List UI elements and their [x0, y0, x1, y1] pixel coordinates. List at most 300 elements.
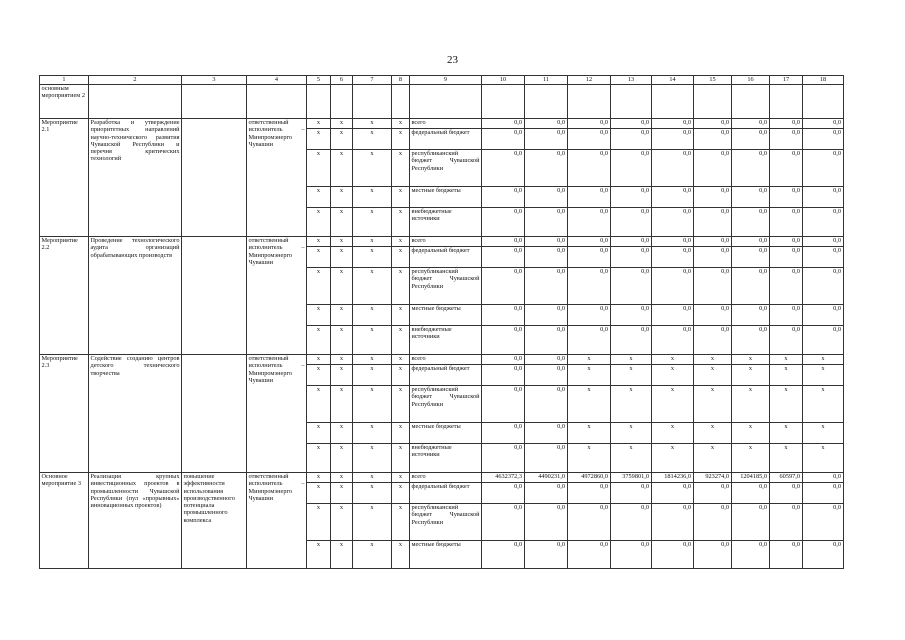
amount-cell: 0,0 [482, 150, 525, 187]
amount-cell: x [732, 423, 770, 444]
empty-cell [652, 85, 694, 119]
amount-cell: 0,0 [525, 187, 568, 208]
amount-cell: 0,0 [652, 483, 694, 504]
amount-cell: 4490231,0 [525, 473, 568, 483]
amount-cell: 0,0 [732, 129, 770, 150]
amount-cell: 0,0 [525, 268, 568, 305]
amount-cell: 0,0 [611, 483, 652, 504]
amount-cell: 0,0 [694, 237, 732, 247]
amount-cell: x [652, 386, 694, 423]
code-cell: x [392, 187, 410, 208]
amount-cell: 0,0 [732, 483, 770, 504]
amount-cell: 0,0 [694, 483, 732, 504]
funding-source-cell: всего [410, 355, 482, 365]
amount-cell: 0,0 [732, 247, 770, 268]
column-number-header: 14 [652, 76, 694, 85]
empty-cell [803, 85, 844, 119]
goal-cell [182, 237, 247, 355]
amount-cell: 0,0 [694, 119, 732, 129]
amount-cell: 0,0 [568, 305, 611, 326]
amount-cell: 0,0 [770, 208, 803, 237]
code-cell: x [307, 473, 331, 483]
code-cell: x [331, 150, 353, 187]
code-cell: x [353, 305, 392, 326]
amount-cell: 0,0 [732, 268, 770, 305]
funding-source-cell: местные бюджеты [410, 305, 482, 326]
code-cell: x [392, 483, 410, 504]
measure-cell: Мероприятие 2.2 [40, 237, 89, 355]
executor-cell: ответственный исполнитель – Минпромэнерго Чувашии [247, 119, 307, 237]
column-number-header: 15 [694, 76, 732, 85]
amount-cell: x [652, 365, 694, 386]
amount-cell: 0,0 [770, 247, 803, 268]
amount-cell: 0,0 [803, 483, 844, 504]
amount-cell: x [770, 365, 803, 386]
code-cell: x [353, 423, 392, 444]
amount-cell: 0,0 [525, 150, 568, 187]
amount-cell: x [694, 423, 732, 444]
amount-cell: 0,0 [652, 208, 694, 237]
amount-cell: 0,0 [694, 504, 732, 541]
amount-cell: 0,0 [694, 208, 732, 237]
code-cell: x [353, 483, 392, 504]
amount-cell: x [803, 386, 844, 423]
amount-cell: 0,0 [803, 268, 844, 305]
amount-cell: 0,0 [525, 423, 568, 444]
measure-cell: Мероприятие 2.3 [40, 355, 89, 473]
code-cell: x [307, 237, 331, 247]
amount-cell: 0,0 [803, 187, 844, 208]
amount-cell: 0,0 [611, 119, 652, 129]
amount-cell: 0,0 [694, 326, 732, 355]
empty-cell [525, 85, 568, 119]
amount-cell: 0,0 [568, 541, 611, 569]
amount-cell: x [694, 444, 732, 473]
funding-source-cell: всего [410, 119, 482, 129]
amount-cell: 0,0 [803, 150, 844, 187]
code-cell: x [392, 150, 410, 187]
budget-table [39, 75, 844, 569]
amount-cell: 0,0 [611, 187, 652, 208]
amount-cell: 4632372,3 [482, 473, 525, 483]
amount-cell: 0,0 [803, 305, 844, 326]
empty-cell [482, 85, 525, 119]
amount-cell: 0,0 [694, 187, 732, 208]
amount-cell: 1814236,0 [652, 473, 694, 483]
executor-cell: ответственный исполнитель – Минпромэнерго Чувашии [247, 237, 307, 355]
code-cell: x [331, 444, 353, 473]
empty-cell [611, 85, 652, 119]
amount-cell: 0,0 [568, 268, 611, 305]
budget-table-wrapper [39, 75, 844, 569]
amount-cell: 0,0 [694, 150, 732, 187]
code-cell: x [392, 473, 410, 483]
code-cell: x [331, 541, 353, 569]
amount-cell: x [611, 355, 652, 365]
empty-cell [568, 85, 611, 119]
code-cell: x [392, 326, 410, 355]
funding-source-cell: внебюджетные источники [410, 444, 482, 473]
amount-cell: 0,0 [803, 208, 844, 237]
amount-cell: 0,0 [482, 119, 525, 129]
continuation-row [40, 85, 844, 119]
empty-cell [182, 85, 247, 119]
empty-cell [770, 85, 803, 119]
amount-cell: 0,0 [770, 119, 803, 129]
amount-cell: 0,0 [611, 208, 652, 237]
code-cell: x [392, 119, 410, 129]
amount-cell: 0,0 [525, 483, 568, 504]
amount-cell: 0,0 [732, 208, 770, 237]
code-cell: x [353, 187, 392, 208]
measure-cell: Мероприятие 2.1 [40, 119, 89, 237]
code-cell: x [307, 355, 331, 365]
amount-cell: 0,0 [611, 541, 652, 569]
amount-cell: 0,0 [525, 247, 568, 268]
amount-cell: x [568, 423, 611, 444]
code-cell: x [307, 208, 331, 237]
amount-cell: 0,0 [770, 187, 803, 208]
amount-cell: 0,0 [694, 268, 732, 305]
amount-cell: 0,0 [482, 386, 525, 423]
amount-cell: 0,0 [482, 129, 525, 150]
amount-cell: 0,0 [482, 504, 525, 541]
code-cell: x [392, 208, 410, 237]
amount-cell: 0,0 [694, 305, 732, 326]
code-cell: x [392, 247, 410, 268]
amount-cell: 0,0 [732, 326, 770, 355]
amount-cell: x [732, 386, 770, 423]
code-cell: x [353, 208, 392, 237]
amount-cell: 0,0 [732, 541, 770, 569]
executor-cell: ответственный исполнитель – Минпромэнерго Чувашии [247, 473, 307, 569]
amount-cell: x [611, 444, 652, 473]
code-cell: x [331, 504, 353, 541]
code-cell: x [392, 355, 410, 365]
amount-cell: 60597,0 [770, 473, 803, 483]
goal-cell [182, 119, 247, 237]
code-cell: x [307, 119, 331, 129]
funding-source-cell: внебюджетные источники [410, 326, 482, 355]
amount-cell: 0,0 [525, 237, 568, 247]
table-body [40, 76, 844, 569]
code-cell: x [331, 187, 353, 208]
amount-cell: 0,0 [525, 119, 568, 129]
code-cell: x [353, 129, 392, 150]
amount-cell: 0,0 [611, 150, 652, 187]
amount-cell: 0,0 [482, 208, 525, 237]
amount-cell: x [694, 365, 732, 386]
code-cell: x [307, 268, 331, 305]
amount-cell: 0,0 [732, 237, 770, 247]
amount-cell: 0,0 [652, 119, 694, 129]
column-number-header: 16 [732, 76, 770, 85]
amount-cell: 0,0 [525, 386, 568, 423]
code-cell: x [353, 473, 392, 483]
code-cell: x [331, 483, 353, 504]
amount-cell: 0,0 [652, 247, 694, 268]
code-cell: x [331, 305, 353, 326]
amount-cell: 0,0 [732, 119, 770, 129]
amount-cell: x [611, 386, 652, 423]
amount-cell: 0,0 [652, 150, 694, 187]
amount-cell: 4972860,0 [568, 473, 611, 483]
code-cell: x [307, 247, 331, 268]
amount-cell: 0,0 [568, 208, 611, 237]
amount-cell: 0,0 [694, 541, 732, 569]
amount-cell: 0,0 [694, 129, 732, 150]
column-number-header: 9 [410, 76, 482, 85]
funding-source-cell: республиканский бюджет Чувашской Республики [410, 150, 482, 187]
amount-cell: 0,0 [611, 247, 652, 268]
amount-cell: 0,0 [482, 247, 525, 268]
amount-cell: 0,0 [732, 305, 770, 326]
table-row [40, 355, 844, 365]
amount-cell: x [652, 355, 694, 365]
amount-cell: x [694, 355, 732, 365]
empty-cell [410, 85, 482, 119]
amount-cell: 0,0 [803, 473, 844, 483]
code-cell: x [307, 423, 331, 444]
code-cell: x [331, 119, 353, 129]
funding-source-cell: республиканский бюджет Чувашской Республики [410, 268, 482, 305]
amount-cell: 0,0 [611, 504, 652, 541]
amount-cell: 0,0 [770, 541, 803, 569]
amount-cell: 0,0 [525, 365, 568, 386]
amount-cell: 0,0 [611, 129, 652, 150]
code-cell: x [307, 187, 331, 208]
amount-cell: 0,0 [652, 187, 694, 208]
amount-cell: 0,0 [652, 129, 694, 150]
amount-cell: 0,0 [770, 483, 803, 504]
column-number-header: 17 [770, 76, 803, 85]
code-cell: x [392, 129, 410, 150]
column-number-header: 18 [803, 76, 844, 85]
empty-cell [694, 85, 732, 119]
amount-cell: 0,0 [803, 119, 844, 129]
amount-cell: x [770, 386, 803, 423]
code-cell: x [353, 541, 392, 569]
empty-cell [331, 85, 353, 119]
code-cell: x [331, 473, 353, 483]
amount-cell: 0,0 [732, 187, 770, 208]
column-number-header: 13 [611, 76, 652, 85]
amount-cell: x [770, 355, 803, 365]
table-row [40, 237, 844, 247]
amount-cell: 0,0 [568, 483, 611, 504]
amount-cell: 0,0 [568, 150, 611, 187]
funding-source-cell: республиканский бюджет Чувашской Республики [410, 386, 482, 423]
code-cell: x [392, 365, 410, 386]
amount-cell: 0,0 [652, 504, 694, 541]
amount-cell: 0,0 [652, 268, 694, 305]
amount-cell: 0,0 [770, 326, 803, 355]
column-number-header: 5 [307, 76, 331, 85]
amount-cell: 0,0 [770, 150, 803, 187]
amount-cell: x [611, 365, 652, 386]
code-cell: x [353, 150, 392, 187]
column-number-row [40, 76, 844, 85]
code-cell: x [307, 386, 331, 423]
funding-source-cell: федеральный бюджет [410, 365, 482, 386]
amount-cell: x [568, 355, 611, 365]
amount-cell: 0,0 [482, 187, 525, 208]
funding-source-cell: федеральный бюджет [410, 129, 482, 150]
table-row [40, 473, 844, 483]
funding-source-cell: федеральный бюджет [410, 247, 482, 268]
column-number-header: 12 [568, 76, 611, 85]
amount-cell: 0,0 [482, 483, 525, 504]
amount-cell: 923274,0 [694, 473, 732, 483]
amount-cell: 0,0 [525, 444, 568, 473]
code-cell: x [331, 423, 353, 444]
amount-cell: x [568, 365, 611, 386]
amount-cell: 0,0 [732, 150, 770, 187]
amount-cell: x [803, 423, 844, 444]
code-cell: x [392, 386, 410, 423]
column-number-header: 2 [89, 76, 182, 85]
code-cell: x [392, 423, 410, 444]
code-cell: x [307, 483, 331, 504]
code-cell: x [307, 129, 331, 150]
code-cell: x [331, 237, 353, 247]
table-row [40, 119, 844, 129]
amount-cell: 0,0 [770, 305, 803, 326]
amount-cell: 0,0 [525, 305, 568, 326]
amount-cell: 0,0 [770, 237, 803, 247]
code-cell: x [307, 541, 331, 569]
code-cell: x [307, 365, 331, 386]
code-cell: x [331, 386, 353, 423]
goal-cell [182, 355, 247, 473]
code-cell: x [353, 326, 392, 355]
amount-cell: 0,0 [525, 504, 568, 541]
code-cell: x [392, 541, 410, 569]
code-cell: x [331, 129, 353, 150]
amount-cell: 0,0 [611, 237, 652, 247]
amount-cell: 0,0 [611, 268, 652, 305]
amount-cell: x [732, 355, 770, 365]
amount-cell: x [652, 423, 694, 444]
amount-cell: x [803, 355, 844, 365]
amount-cell: 0,0 [652, 326, 694, 355]
code-cell: x [307, 150, 331, 187]
amount-cell: 0,0 [611, 305, 652, 326]
empty-cell [307, 85, 331, 119]
amount-cell: 0,0 [770, 129, 803, 150]
code-cell: x [392, 305, 410, 326]
code-cell: x [392, 237, 410, 247]
amount-cell: 0,0 [568, 119, 611, 129]
code-cell: x [353, 365, 392, 386]
funding-source-cell: всего [410, 237, 482, 247]
code-cell: x [392, 444, 410, 473]
amount-cell: 0,0 [568, 129, 611, 150]
amount-cell: 0,0 [482, 541, 525, 569]
amount-cell: 0,0 [732, 504, 770, 541]
code-cell: x [331, 268, 353, 305]
amount-cell: x [694, 386, 732, 423]
measure-name-cell: Проведение технологического аудита организаций обрабатывающих производств [89, 237, 182, 355]
amount-cell: x [568, 386, 611, 423]
page-number: 23 [447, 54, 458, 66]
amount-cell: 0,0 [652, 305, 694, 326]
code-cell: x [353, 504, 392, 541]
code-cell: x [307, 305, 331, 326]
executor-cell: ответственный исполнитель – Минпромэнерго Чувашии [247, 355, 307, 473]
amount-cell: x [652, 444, 694, 473]
amount-cell: 0,0 [568, 326, 611, 355]
amount-cell: 0,0 [525, 326, 568, 355]
measure-cell: Основное мероприятие 3 [40, 473, 89, 569]
funding-source-cell: местные бюджеты [410, 187, 482, 208]
code-cell: x [392, 268, 410, 305]
column-number-header: 7 [353, 76, 392, 85]
amount-cell: 0,0 [770, 268, 803, 305]
amount-cell: 0,0 [482, 355, 525, 365]
code-cell: x [331, 247, 353, 268]
amount-cell: 0,0 [694, 247, 732, 268]
empty-cell [89, 85, 182, 119]
code-cell: x [353, 247, 392, 268]
empty-cell [247, 85, 307, 119]
amount-cell: 0,0 [482, 423, 525, 444]
code-cell: x [331, 208, 353, 237]
code-cell: x [392, 504, 410, 541]
goal-cell: повышение эффективности использования производственного потенциала промышленного комплекса [182, 473, 247, 569]
measure-cell: основным мероприятием 2 [40, 85, 89, 119]
amount-cell: x [803, 365, 844, 386]
amount-cell: 0,0 [803, 129, 844, 150]
amount-cell: x [568, 444, 611, 473]
amount-cell: 0,0 [482, 268, 525, 305]
funding-source-cell: республиканский бюджет Чувашской Республики [410, 504, 482, 541]
amount-cell: 0,0 [568, 187, 611, 208]
amount-cell: x [803, 444, 844, 473]
amount-cell: 0,0 [568, 247, 611, 268]
amount-cell: 0,0 [803, 541, 844, 569]
funding-source-cell: всего [410, 473, 482, 483]
amount-cell: 0,0 [525, 208, 568, 237]
column-number-header: 1 [40, 76, 89, 85]
amount-cell: 0,0 [652, 541, 694, 569]
measure-name-cell: Разработка и утверждение приоритетных направлений научно-технического развития Чувашской Республики и перечня критических технологий [89, 119, 182, 237]
amount-cell: 0,0 [770, 504, 803, 541]
amount-cell: 1204185,0 [732, 473, 770, 483]
amount-cell: 0,0 [803, 326, 844, 355]
amount-cell: 0,0 [482, 326, 525, 355]
amount-cell: x [770, 423, 803, 444]
code-cell: x [331, 365, 353, 386]
measure-name-cell: Реализация крупных инвестиционных проектов в промышленности Чувашской Республики (пул «прорывных» инновационных проектов) [89, 473, 182, 569]
amount-cell: 0,0 [803, 237, 844, 247]
amount-cell: 0,0 [568, 504, 611, 541]
funding-source-cell: федеральный бюджет [410, 483, 482, 504]
empty-cell [732, 85, 770, 119]
amount-cell: 0,0 [525, 541, 568, 569]
amount-cell: 3759801,0 [611, 473, 652, 483]
code-cell: x [353, 119, 392, 129]
amount-cell: 0,0 [652, 237, 694, 247]
code-cell: x [353, 268, 392, 305]
amount-cell: 0,0 [482, 365, 525, 386]
column-number-header: 6 [331, 76, 353, 85]
amount-cell: 0,0 [525, 355, 568, 365]
funding-source-cell: местные бюджеты [410, 423, 482, 444]
amount-cell: x [732, 365, 770, 386]
empty-cell [392, 85, 410, 119]
code-cell: x [331, 355, 353, 365]
